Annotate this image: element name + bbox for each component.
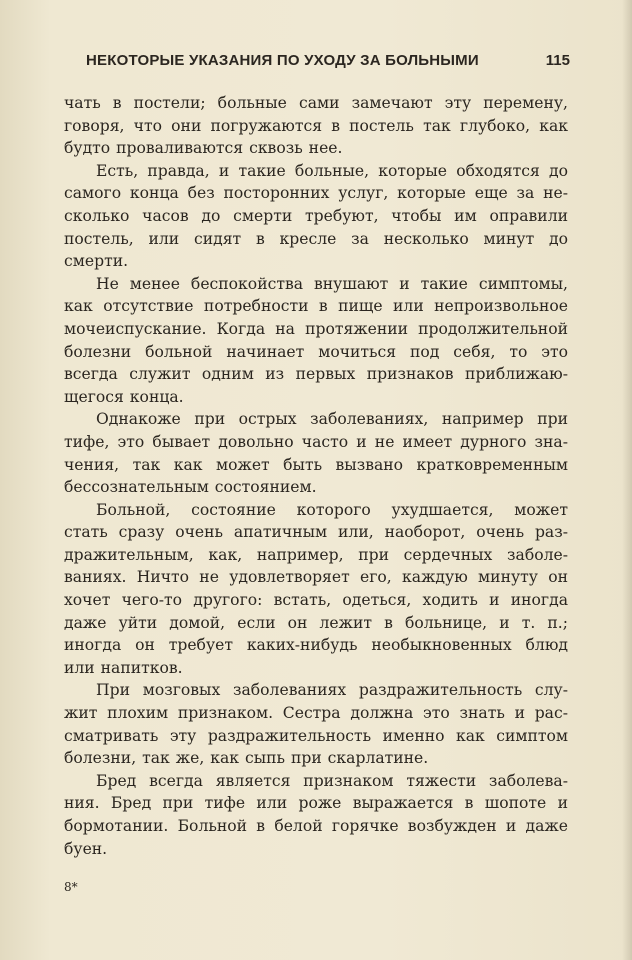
text-line: Есть, правда, и такие больные, которые обходятся до (96, 161, 568, 180)
text-line: самого конца без посторонних услуг, которые еще за не- (64, 184, 568, 203)
text-line: тифе, это бывает довольно часто и не имеет дурного зна- (64, 432, 568, 451)
text-line: будто проваливаются сквозь нее. (64, 139, 343, 158)
text-line: щегося конца. (64, 387, 184, 406)
text-line: сколько часов до смерти требуют, чтобы им оправили (64, 206, 568, 225)
text-line: хочет чего-то другого: встать, одеться, ходить и иногда (64, 591, 568, 610)
text-line: Однакоже при острых заболеваниях, например при (96, 410, 568, 429)
text-line: как отсутствие потребности в пище или непроизвольное (64, 297, 568, 316)
text-line: мочеиспускание. Когда на протяжении продолжительной (64, 319, 568, 338)
text-line: ния. Бред при тифе или роже выражается в шопоте и (64, 794, 568, 813)
text-line: говоря, что они погружаются в постель так глубоко, как (64, 116, 568, 135)
text-line: При мозговых заболеваниях раздражительность слу- (96, 681, 568, 700)
paragraph (64, 679, 568, 769)
text-line: болезни больной начинает мочиться под себя, то это (64, 342, 568, 361)
text-line: болезни, так же, как сыпь при скарлатине. (64, 749, 429, 768)
text-line: Больной, состояние которого ухудшается, может (96, 500, 568, 519)
text-line: всегда служит одним из первых признаков приближаю- (64, 365, 568, 384)
text-line: дражительным, как, например, при сердечных заболе- (64, 545, 568, 564)
text-line: постель, или сидят в кресле за несколько минут до (64, 229, 568, 248)
text-line: Бред всегда является признаком тяжести заболева- (96, 771, 568, 790)
paragraph (64, 408, 568, 498)
page-edge-shadow (622, 0, 632, 960)
text-line: чения, так как может быть вызвано кратковременным (64, 455, 568, 474)
paragraph (64, 92, 568, 160)
signature-mark: 8* (64, 880, 78, 894)
running-head (86, 52, 570, 72)
paragraph (64, 770, 568, 860)
text-line: или напитков. (64, 658, 183, 677)
text-line: бормотании. Больной в белой горячке возбужден и даже (64, 817, 568, 835)
text-line: стать сразу очень апатичным или, наоборот, очень раз- (64, 523, 568, 542)
text-line: Не менее беспокойства внушают и такие симптомы, (96, 274, 568, 293)
body-text (64, 92, 568, 860)
text-line: жит плохим признаком. Сестра должна это знать и рас- (64, 704, 568, 723)
text-line: смерти. (64, 252, 129, 271)
text-line: сматривать эту раздражительность именно как симптом (64, 726, 568, 745)
paragraph (64, 160, 568, 273)
text-line: ваниях. Ничто не удовлетворяет его, каждую минуту он (64, 568, 568, 587)
text-line: бессознательным состоянием. (64, 478, 317, 497)
text-line: иногда он требует каких-нибудь необыкновенных блюд (64, 636, 568, 655)
running-title: НЕКОТОРЫЕ УКАЗАНИЯ ПО УХОДУ ЗА БОЛЬНЫМИ (86, 52, 479, 69)
paragraph (64, 499, 568, 680)
page-number: 115 (545, 52, 570, 69)
text-line: даже уйти домой, если он лежит в больнице, и т. п.; (64, 613, 568, 632)
text-line: буен. (64, 839, 108, 858)
paragraph (64, 273, 568, 409)
text-line: чать в постели; больные сами замечают эту перемену, (64, 94, 568, 112)
